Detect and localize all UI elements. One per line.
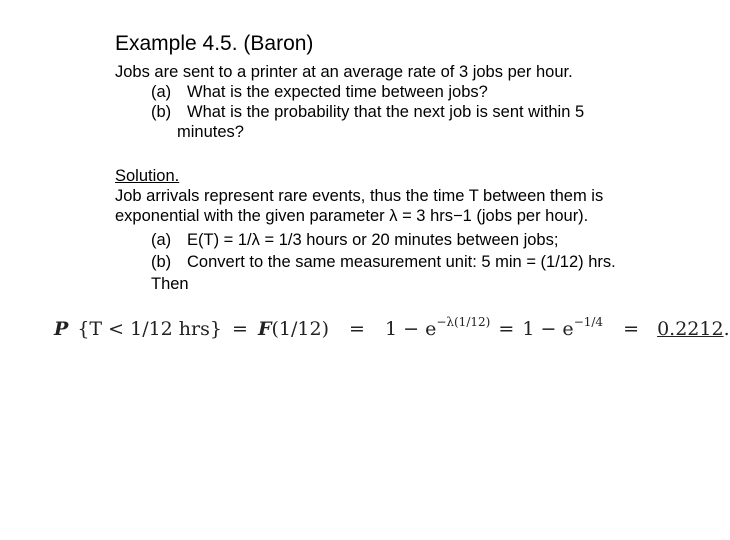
question-a-text: What is the expected time between jobs? — [187, 83, 488, 101]
formula-exponent-2: −1/4 — [573, 315, 604, 329]
solution-heading: Solution. — [115, 167, 180, 185]
formula-result: 0.2212 — [657, 318, 724, 340]
formula-exponent-1: −λ(1/12) — [436, 315, 491, 329]
formula-F: F — [257, 318, 272, 340]
solution-item-a-label: (a) — [151, 231, 172, 249]
solution-item-a — [151, 230, 558, 250]
formula-equals-4: = — [623, 318, 640, 340]
formula-P: P — [54, 318, 69, 340]
solution-line-2: exponential with the given parameter λ = 3 hrs−1 (jobs per hour). — [115, 207, 589, 225]
solution-item-a-text: E(T) = 1/λ = 1/3 hours or 20 minutes between jobs; — [187, 231, 559, 249]
question-a-label: (a) — [151, 83, 172, 101]
question-b-continued: minutes? — [177, 123, 244, 141]
question-b — [151, 102, 584, 122]
solution-item-b-text: Convert to the same measurement unit: 5 min = (1/12) hrs. — [187, 253, 616, 271]
solution-item-b-label: (b) — [151, 253, 172, 271]
question-b-label: (b) — [151, 103, 172, 121]
question-b-text: What is the probability that the next job is sent within 5 — [187, 103, 585, 121]
formula-equals-1: = — [232, 318, 248, 340]
question-a — [151, 82, 488, 102]
solution-line-1: Job arrivals represent rare events, thus the time T between them is — [115, 187, 604, 205]
formula-one-minus-e-1: 1 − e — [385, 318, 437, 340]
formula-equals-3: = — [498, 318, 515, 340]
solution-item-b — [151, 252, 616, 272]
formula-equals-2: = — [349, 318, 365, 340]
formula-event: {T < 1/12 hrs} — [77, 318, 222, 340]
formula-period: . — [723, 318, 730, 340]
page-title: Example 4.5. (Baron) — [115, 32, 314, 55]
probability-formula — [54, 312, 730, 346]
formula-F-arg: (1/12) — [271, 318, 329, 340]
formula-one-minus-e-2: 1 − e — [522, 318, 574, 340]
solution-then: Then — [151, 275, 189, 293]
problem-statement: Jobs are sent to a printer at an average rate of 3 jobs per hour. — [115, 63, 573, 81]
